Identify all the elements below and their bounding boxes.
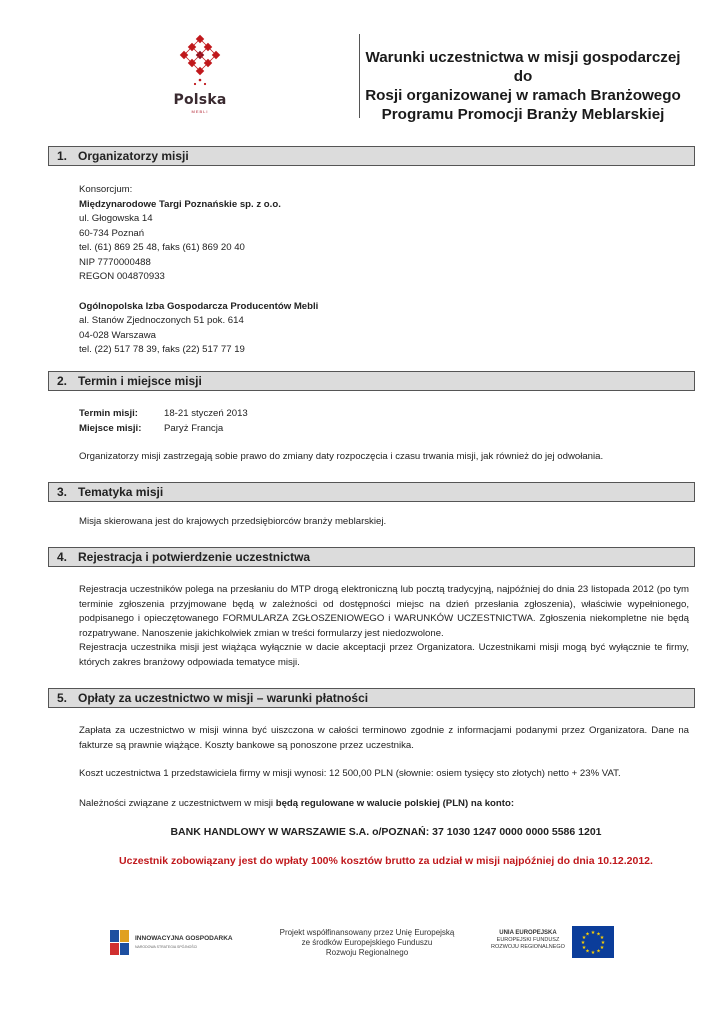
svg-text:★: ★ [581,935,587,941]
section-number: 3. [57,485,68,499]
cofinancing-line: Rozwoju Regionalnego [325,948,409,957]
section-title: Organizatorzy misji [78,149,189,163]
logo-subtext: MEBLI [191,109,209,114]
org2-name: Ogólnopolska Izba Gospodarcza Producentów Mebli [79,300,319,312]
ig-subtitle: NARODOWA STRATEGIA SPÓJNOŚCI [135,945,198,949]
cofinancing-line: ze środków Europejskiego Funduszu [301,938,433,947]
polska-mebli-logo [160,34,240,118]
section-number: 4. [57,550,68,564]
svg-text:★: ★ [599,935,605,941]
page-title [362,48,684,124]
section-title: Tematyka misji [78,485,164,499]
cofinancing-line: Projekt współfinansowany przez Unię Europejską [279,928,455,937]
ig-name: INNOWACYJNA GOSPODARKA [135,935,233,942]
section-title: Rejestracja i potwierdzenie uczestnictwa [78,550,311,564]
registration-para-2: Rejestracja uczestnika misji jest wiążąca wyłącznie w dacie akceptacji przez Organizatora. Uczestnikami misji mogą być wyłącznie te firmy, których zakres branżowy odpowiada tematyce misji. [79,642,689,668]
svg-text:★: ★ [599,945,605,951]
payment-para-3 [79,797,689,812]
payment-para-3-bold: będą regulowane w walucie polskiej (PLN) na konto: [275,798,515,809]
svg-text:★: ★ [580,940,586,946]
ue-fund-line: EUROPEJSKI FUNDUSZ [496,937,560,943]
title-line-3: Programu Promocji Branży Meblarskiej [381,106,665,123]
title-line-1: Warunki uczestnictwa w misji gospodarczej do [365,49,681,85]
term-place-row [79,422,689,437]
payment-para-1: Zapłata za uczestnictwo w misji winna być uiszczona w całości terminowo zgodnie z informacjami podanymi przez Organizatora. Dane na fakturze są prawnie wiążące. Koszty bankowe są ponoszone przez uczestnika. [79,725,689,751]
section-number: 5. [57,691,68,705]
svg-text:★: ★ [590,930,596,936]
term-date-row [79,407,689,422]
ue-title: UNIA EUROPEJSKA [499,930,557,936]
ue-fund-label [488,930,568,951]
org2-address-line: 04-028 Warszawa [79,329,156,341]
payment-para-3-start: Należności związane z uczestnictwem w misji [79,798,276,809]
org1-address-line: 60-734 Poznań [79,227,145,239]
section-4-header [48,547,695,567]
bank-account: BANK HANDLOWY W WARSZAWIE S.A. o/POZNAŃ: 37 1030 1247 0000 0000 5586 1201 [170,826,602,838]
polska-logo-icon [178,34,222,94]
org2-address-line: al. Stanów Zjednoczonych 51 pok. 614 [79,315,244,326]
org2-contact-line: tel. (22) 517 78 39, faks (22) 517 77 19 [79,344,245,355]
innowacyjna-gospodarka-logo [110,928,250,958]
svg-text:★: ★ [585,931,590,938]
org1-address-line: ul. Głogowska 14 [79,213,153,224]
term-date-label: Termin misji: [79,408,138,419]
section-2-header [48,371,695,391]
svg-text:★: ★ [590,950,596,956]
consortium-label: Konsorcjum: [79,184,133,195]
term-place-label: Miejsce misji: [79,422,142,434]
section-number: 2. [57,374,68,388]
svg-text:★: ★ [581,945,587,951]
eu-cofinancing-note [272,928,462,958]
topic-text: Misja skierowana jest do krajowych przedsiębiorców branży meblarskiej. [79,516,387,527]
header-divider [359,34,360,118]
org1-regon-line: REGON 004870933 [79,271,165,282]
term-date-value: 18-21 styczeń 2013 [164,408,248,419]
section-number: 1. [57,149,68,163]
payment-para-2: Koszt uczestnictwa 1 przedstawiciela firmy w misji wynosi: 12 500,00 PLN (słownie: osiem tysięcy sto złotych) netto + 23% VAT. [79,768,621,779]
eu-stars-icon [572,926,614,958]
payment-deadline: Uczestnik zobowiązany jest do wpłaty 100% kosztów brutto za udział w misji najpóźniej do dnia 10.12.2012. [119,855,653,867]
logo-text: Polska [173,92,227,108]
ig-logo-icon [110,930,130,956]
section-1-header [48,146,695,166]
section-title: Termin i miejsce misji [78,374,202,388]
organizers-block [79,183,689,358]
eu-flag-icon [572,926,614,958]
org1-nip-line: NIP 7770000488 [79,256,151,268]
org1-name: Międzynarodowe Targi Poznańskie sp. z o.o. [79,198,281,210]
term-place-value: Paryż Francja [164,422,224,434]
svg-text:★: ★ [596,931,601,938]
svg-text:★: ★ [600,940,606,946]
svg-text:★: ★ [596,948,601,955]
title-line-2: Rosji organizowanej w ramach Branżowego [365,87,681,104]
term-block [79,407,689,436]
registration-block [79,583,689,670]
section-5-header [48,688,695,708]
section-title: Opłaty za uczestnictwo w misji – warunki płatności [78,691,369,705]
registration-para-1: Rejestracja uczestników polega na przesłaniu do MTP drogą elektroniczną lub pocztą tradycyjną, najpóźniej do dnia 23 listopada 2012 (po tym terminie zgłoszenia przyjmowane będą w zależności od dostępności miejsc na dzień przesłania zgłoszenia), właściwie wypełnionego, podpisanego i opieczętowanego FORMULARZA ZGŁOSZENIOWEGO i WARUNKÓW UCZESTNICTWA. Zgłoszenia niekompletne nie będą rozpatrywane. Nanoszenie jakichkolwiek zmian w treści formularzy jest niedozwolone. [79,584,689,639]
ue-fund-line: ROZWOJU REGIONALNEGO [491,944,565,950]
term-note: Organizatorzy misji zastrzegają sobie prawo do zmiany daty rozpoczęcia i czasu trwania misji, jak również do jej odwołania. [79,451,604,462]
svg-text:★: ★ [585,948,590,955]
org1-contact-line: tel. (61) 869 25 48, faks (61) 869 20 40 [79,242,245,253]
section-3-header [48,482,695,502]
